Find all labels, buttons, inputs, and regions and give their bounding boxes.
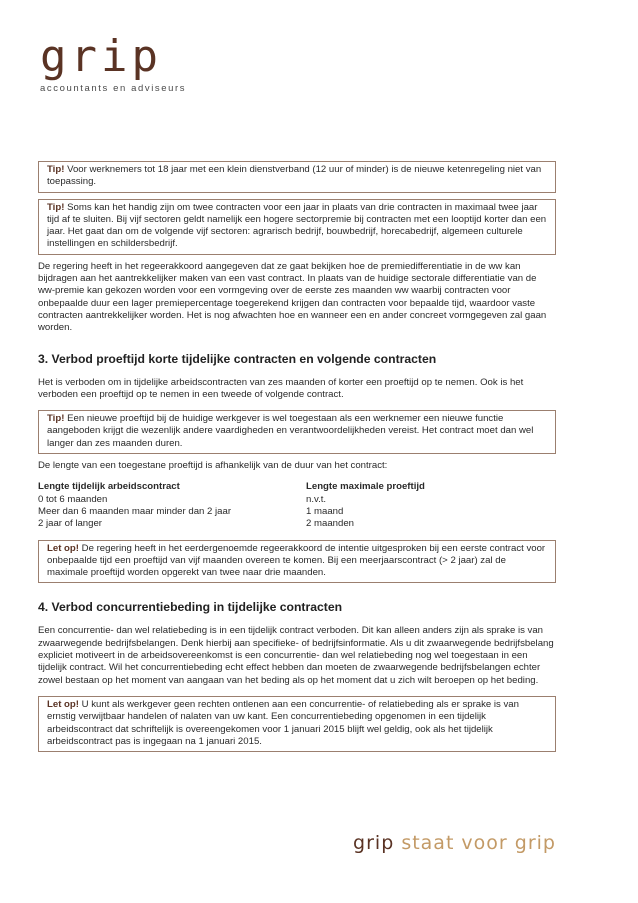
tip-text: Een nieuwe proeftijd bij de huidige werkgever is wel toegestaan als een werknemer een nieuwe functie aangeboden krijgt die wezenlijk andere vaardigheden en verantwoordelijkheden vereist. Het contract moet dan wel langer dan zes maanden duren. xyxy=(47,413,534,449)
tip-label: Tip! xyxy=(47,164,65,175)
tip-label: Tip! xyxy=(47,201,65,213)
table-cell: Meer dan 6 maanden maar minder dan 2 jaar xyxy=(38,505,232,517)
tip-text: Soms kan het handig zijn om twee contracten voor een jaar in plaats van drie contracten in maximaal twee jaar tijd af te sluiten. Bij vijf sectoren geldt namelijk een hogere sectorpremie bij contracten met een looptijd korter dan een jaar. Het gaat dan om de volgende vijf sectoren: agrarisch bedrijf, bouwbedrijf, horecabedrijf, algemeen culturele instellingen en schildersbedrijf. xyxy=(47,201,547,250)
tip-box xyxy=(38,410,556,454)
tip-label: Tip! xyxy=(47,413,65,425)
section-4-heading: 4. Verbod concurrentiebeding in tijdelijke contracten xyxy=(38,600,343,615)
table-cell: 0 tot 6 maanden xyxy=(38,493,108,505)
let-op-box xyxy=(38,696,556,752)
grip-logo xyxy=(40,31,187,94)
table-cell: 2 jaar of langer xyxy=(38,518,102,530)
footer-slogan xyxy=(353,832,556,854)
paragraph-premiedifferentiatie: De regering heeft in het regeerakkoord aangegeven dat ze gaat bekijken hoe de premiedifferentiatie in de ww kan bijdragen aan het aantrekkelijker maken van een vast contract. In plaats van de huidige sectorale differentiatie van de ww-premie kan gekozen worden voor een vormgeving over de eerste zes maanden ww waarbij contracten voor onbepaalde duur een lager premiepercentage toegerekend krijgen dan contracten voor bepaalde tijd, waardoor vaste contracten aantrekkelijker worden. Het is nog afwachten hoe en wanneer een en ander concreet vormgegeven zal gaan worden. xyxy=(38,260,547,334)
document-body xyxy=(38,161,556,758)
proeftijd-table xyxy=(38,481,556,530)
let-op-label: Let op! xyxy=(47,542,79,554)
section-3-heading: 3. Verbod proeftijd korte tijdelijke contracten en volgende contracten xyxy=(38,351,437,366)
let-op-box xyxy=(38,540,556,584)
let-op-text: U kunt als werkgever geen rechten ontlenen aan een concurrentie- of relatiebeding als er sprake is van ernstig verwijtbaar handelen of nalaten van uw kant. Een concurrentiebeding opgenomen in een tijdelijk arbeidscontract dat schriftelijk is overeengekomen voor 1 januari 2015 blijft wel geldig, ook als het tijdelijk arbeidscontract pas is ingegaan na 1 januari 2015. xyxy=(47,698,519,747)
tip-text: Voor werknemers tot 18 jaar met een klein dienstverband (12 uur of minder) is de nieuwe ketenregeling niet van toepassing. xyxy=(47,164,542,188)
table-header: Lengte maximale proeftijd xyxy=(306,481,425,493)
logo-wordmark: grip xyxy=(40,31,162,82)
section-4-paragraph: Een concurrentie- dan wel relatiebeding is in een tijdelijk contract verboden. Dit kan alleen anders zijn als sprake is van zwaarwegende bedrijfsbelangen. Denk hierbij aan specifieke- of bedrijfsinformatie. Als u dit zwaarwegende bedrijfsbelang expliciet motiveert in de arbeidsovereenkomst is een concurrentie- dan wel relatiebeding nog wel toegestaan in een tijdelijk contract. Wil het concurrentiebeding echt effect hebben dan moeten de zwaarwegende bedrijfsbelangen echter zowel bestaan op het moment van aangaan van het beding als op het moment dat u zich wilt beroepen op het beding. xyxy=(38,625,554,686)
tip-box xyxy=(38,199,556,255)
table-cell: n.v.t. xyxy=(306,493,327,505)
logo-subtitle: accountants en adviseurs xyxy=(40,83,187,94)
tip-box xyxy=(38,161,556,193)
let-op-label: Let op! xyxy=(47,698,79,710)
proeftijd-intro: De lengte van een toegestane proeftijd is afhankelijk van de duur van het contract: xyxy=(38,460,388,472)
let-op-text: De regering heeft in het eerdergenoemde regeerakkoord de intentie uitgesproken bij een eerste contract voor onbepaalde tijd een proeftijd van vijf maanden overeen te komen. Bij een meerjaarscontract (> 2 jaar) zal de maximale proeftijd worden opgerekt van twee naar drie maanden. xyxy=(47,542,546,579)
footer-slogan-text: staat voor grip xyxy=(401,832,556,854)
table-header: Lengte tijdelijk arbeidscontract xyxy=(38,481,180,493)
footer-grip: grip xyxy=(353,832,395,854)
table-cell: 2 maanden xyxy=(306,518,355,530)
table-cell: 1 maand xyxy=(306,505,344,517)
section-3-paragraph: Het is verboden om in tijdelijke arbeidscontracten van zes maanden of korter een proeftijd op te nemen. Ook is het verboden een proeftijd op te nemen in een tweede of volgende contract. xyxy=(38,376,524,400)
